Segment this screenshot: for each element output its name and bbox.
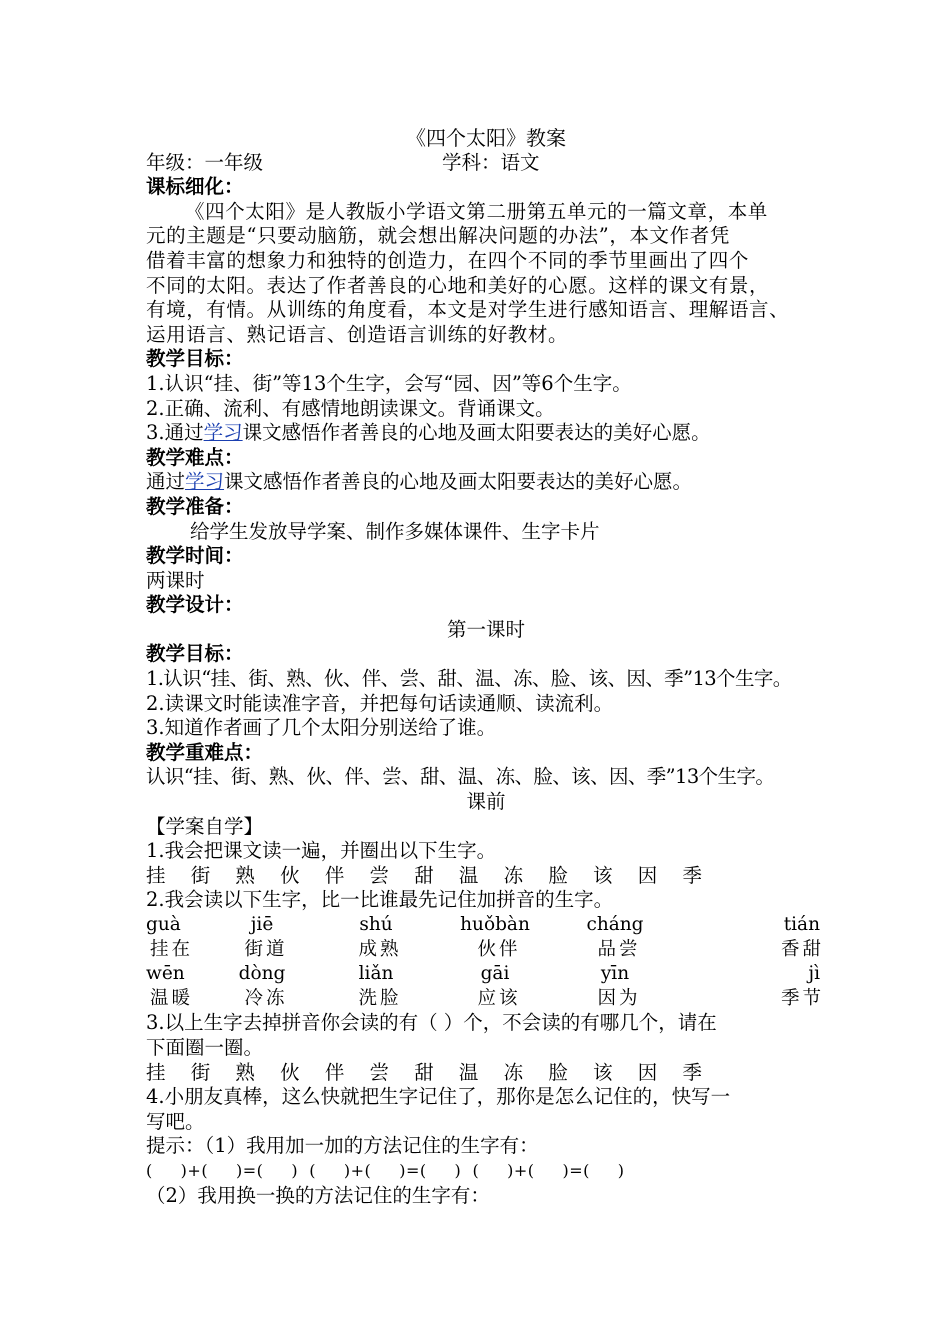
character: 甜 <box>414 1060 434 1084</box>
pinyin: gāi <box>480 963 510 985</box>
word: 因为 <box>597 987 641 1009</box>
character: 挂 <box>146 863 166 887</box>
word-row-1 <box>146 938 826 963</box>
character: 街 <box>190 863 211 887</box>
time-text: 两课时 <box>146 568 205 592</box>
paragraph-line: 不同的太阳。表达了作者善良的心地和美好的心愿。这样的课文有景， <box>146 273 770 297</box>
grade-subject-row <box>146 151 826 176</box>
lesson-plan-document <box>146 126 826 1208</box>
paragraph-line: 借着丰富的想象力和独特的创造力，在四个不同的季节里画出了四个 <box>146 248 750 272</box>
study-link[interactable]: 学习 <box>203 421 243 445</box>
character: 温 <box>458 1060 479 1084</box>
document-title: 《四个太阳》教案 <box>406 126 566 150</box>
character: 伴 <box>324 1060 345 1084</box>
task-3-line-2: 下面圈一圈。 <box>146 1035 264 1059</box>
task-2: 2.我会读以下生字，比一比谁最先记住加拼音的生字。 <box>146 888 614 912</box>
word: 季节 <box>780 987 824 1009</box>
goal-item-2: 2.正确、流利、有感情地朗读课文。背诵课文。 <box>146 396 555 420</box>
paragraph-line: 元的主题是“只要动脑筋，就会想出解决问题的办法”，本文作者凭 <box>146 224 730 248</box>
lesson-goal-heading: 教学目标： <box>146 642 244 666</box>
character: 伴 <box>324 863 345 887</box>
lesson-subtitle: 第一课时 <box>446 617 525 641</box>
character: 冻 <box>503 1060 524 1084</box>
goal-item-1: 1.认识“挂、街”等13个生字，会写“园、因”等6个生字。 <box>146 371 632 395</box>
difficulty-post: 课文感悟作者善良的心地及画太阳要表达的美好心愿。 <box>224 470 693 494</box>
character: 熟 <box>235 863 255 887</box>
word: 温暖 <box>150 987 194 1009</box>
pinyin: liǎn <box>358 963 394 985</box>
word: 街道 <box>244 938 288 960</box>
self-study-label: 【学案自学】 <box>146 814 264 838</box>
section-heading-preparation: 教学准备： <box>146 494 244 518</box>
character: 甜 <box>414 863 434 887</box>
blank-equations: ( )+( )=( ) ( )+( )=( ) ( )+( )=( ) <box>146 1160 625 1180</box>
word: 品尝 <box>597 938 641 960</box>
task-3-line-1: 3.以上生字去掉拼音你会读的有（ ）个，不会读的有哪几个，请在 <box>146 1011 717 1035</box>
goal-item-3-post: 课文感悟作者善良的心地及画太阳要表达的美好心愿。 <box>242 421 711 445</box>
pinyin: shú <box>359 914 393 935</box>
section-heading-time: 教学时间： <box>146 544 244 568</box>
character-row-2 <box>146 1061 702 1086</box>
paragraph-line: 有境，有情。从训练的角度看，本文是对学生进行感知语言、理解语言、 <box>146 298 790 322</box>
pinyin: jiē <box>250 914 274 935</box>
task-4-line-2: 写吧。 <box>146 1109 205 1133</box>
pinyin-row-1 <box>146 913 826 938</box>
word: 成熟 <box>358 938 402 960</box>
paragraph-line: 《四个太阳》是人教版小学语文第二册第五单元的一篇文章，本单 <box>185 199 768 223</box>
word: 挂在 <box>150 938 194 960</box>
lesson-goal-1: 1.认识“挂、街、熟、伙、伴、尝、甜、温、冻、脸、该、因、季”13个生字。 <box>146 667 792 691</box>
character: 伙 <box>280 1060 300 1084</box>
character: 伙 <box>280 863 300 887</box>
difficulty-text <box>146 470 826 495</box>
preparation-text: 给学生发放导学案、制作多媒体课件、生字卡片 <box>190 519 600 543</box>
subject-label: 学科：语文 <box>442 150 540 174</box>
difficulty-pre: 通过 <box>146 470 186 494</box>
character: 因 <box>637 1060 658 1084</box>
goal-item-3 <box>146 421 826 446</box>
character: 挂 <box>146 1060 166 1084</box>
lesson-goal-3: 3.知道作者画了几个太阳分别送给了谁。 <box>146 716 497 740</box>
study-link[interactable]: 学习 <box>185 470 225 494</box>
pinyin: tián <box>783 914 820 935</box>
lesson-goal-2: 2.读课文时能读准字音，并把每句话读通顺、读流利。 <box>146 691 614 715</box>
character: 温 <box>458 863 479 887</box>
pinyin: wēn <box>146 963 185 985</box>
character: 季 <box>682 1060 702 1084</box>
word: 伙伴 <box>477 938 521 960</box>
grade-label: 年级：一年级 <box>146 150 264 174</box>
pinyin: jì <box>808 963 820 985</box>
pre-class-label: 课前 <box>466 790 506 814</box>
character: 季 <box>682 863 702 887</box>
word: 香甜 <box>780 938 824 960</box>
character: 街 <box>190 1060 211 1084</box>
hint-1: 提示：（1）我用加一加的方法记住的生字有： <box>146 1134 539 1158</box>
character: 该 <box>593 863 613 887</box>
section-heading-goals: 教学目标： <box>146 347 244 371</box>
key-points-text: 认识“挂、街、熟、伙、伴、尝、甜、温、冻、脸、该、因、季”13个生字。 <box>146 765 775 789</box>
section-heading-curriculum: 课标细化： <box>146 175 244 199</box>
section-heading-difficulty: 教学难点： <box>146 445 244 469</box>
character: 该 <box>593 1060 613 1084</box>
character: 尝 <box>369 863 390 887</box>
word: 洗脸 <box>358 987 402 1009</box>
character: 冻 <box>503 863 524 887</box>
pinyin: dòng <box>238 963 286 985</box>
paragraph-line: 运用语言、熟记语言、创造语言训练的好教材。 <box>146 322 569 346</box>
pinyin-row-2 <box>146 962 826 987</box>
pinyin: yīn <box>600 963 630 985</box>
character: 脸 <box>548 863 568 887</box>
curriculum-paragraph <box>146 200 826 348</box>
character: 因 <box>637 863 658 887</box>
section-heading-design: 教学设计： <box>146 593 244 617</box>
key-points-heading: 教学重难点： <box>146 740 264 764</box>
word: 应该 <box>477 987 521 1009</box>
pinyin: guà <box>146 914 181 935</box>
pinyin: huǒbàn <box>460 914 530 935</box>
pinyin: cháng <box>586 914 644 935</box>
hint-2: （2）我用换一换的方法记住的生字有： <box>146 1183 490 1207</box>
word: 冷冻 <box>244 987 288 1009</box>
goal-item-3-pre: 3.通过 <box>146 421 204 445</box>
word-row-2 <box>146 987 826 1012</box>
character: 尝 <box>369 1060 390 1084</box>
character: 脸 <box>548 1060 568 1084</box>
character: 熟 <box>235 1060 255 1084</box>
task-1: 1.我会把课文读一遍，并圈出以下生字。 <box>146 839 497 863</box>
character-row-1 <box>146 864 702 889</box>
task-4-line-1: 4.小朋友真棒，这么快就把生字记住了，那你是怎么记住的，快写一 <box>146 1085 731 1109</box>
